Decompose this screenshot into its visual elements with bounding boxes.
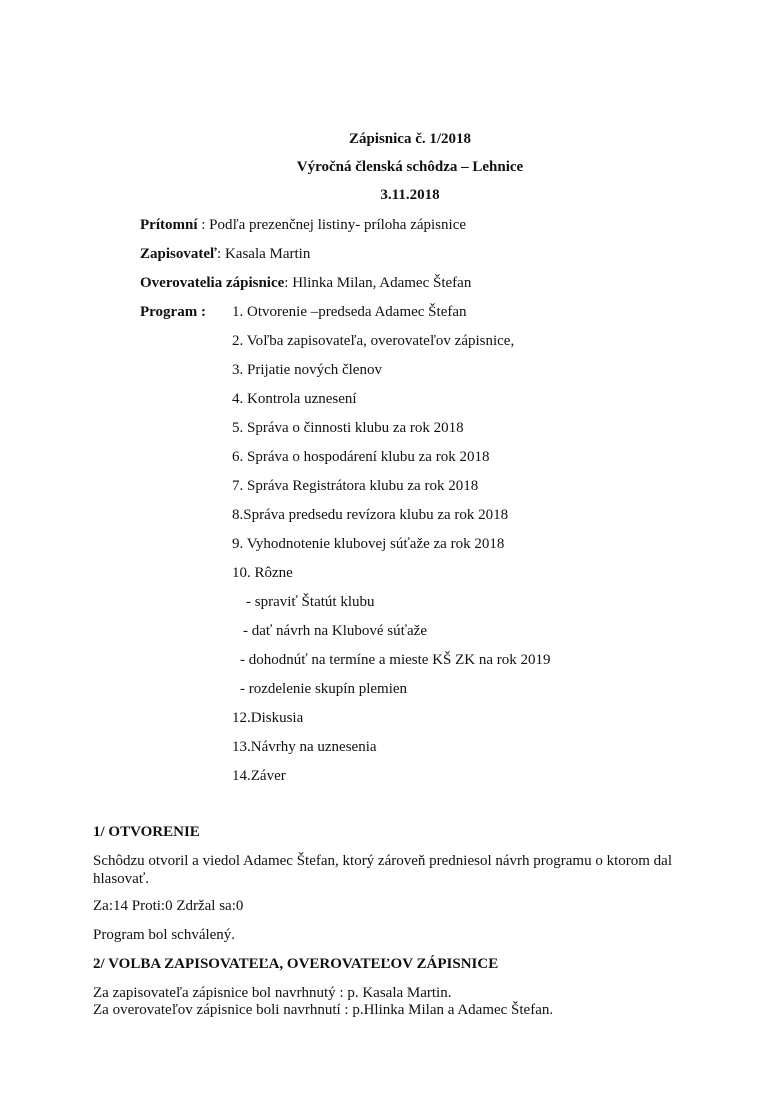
document-subtitle: Výročná členská schôdza – Lehnice [296, 159, 524, 175]
section2-heading: 2/ VOLBA ZAPISOVATEĽA, OVEROVATEĽOV ZÁPISNICE [93, 956, 499, 972]
program-subitem: - rozdelenie skupín plemien [240, 681, 408, 697]
recorder-line [140, 245, 310, 263]
program-label: Program : [140, 304, 206, 320]
verifiers-value: : Hlinka Milan, Adamec Štefan [284, 275, 472, 291]
program-item: 14.Záver [232, 768, 286, 784]
program-item: 6. Správa o hospodárení klubu za rok 2018 [232, 449, 490, 465]
recorder-value: : Kasala Martin [217, 246, 311, 262]
program-item: 4. Kontrola uznesení [232, 391, 357, 407]
recorder-label: Zapisovateľ [140, 246, 218, 262]
document-title: Zápisnica č. 1/2018 [348, 131, 472, 147]
program-item: 1. Otvorenie –predseda Adamec Štefan [232, 304, 467, 320]
verifiers-line [140, 274, 471, 292]
section1-vote: Za:14 Proti:0 Zdržal sa:0 [93, 898, 244, 914]
program-item: 8.Správa predsedu revízora klubu za rok 2018 [232, 507, 509, 523]
program-item: 12.Diskusia [232, 710, 304, 726]
section1-heading: 1/ OTVORENIE [93, 824, 200, 840]
program-item: 9. Vyhodnotenie klubovej súťaže za rok 2018 [232, 536, 505, 552]
section1-result: Program bol schválený. [93, 927, 236, 943]
program-subitem: - dať návrh na Klubové súťaže [243, 623, 427, 639]
program-item: 3. Prijatie nových členov [232, 362, 382, 378]
present-label: Prítomní [140, 217, 198, 233]
program-item: 5. Správa o činnosti klubu za rok 2018 [232, 420, 464, 436]
program-subitem: - dohodnúť na termíne a mieste KŠ ZK na rok 2019 [240, 652, 551, 668]
verifiers-label: Overovatelia zápisnice [140, 275, 285, 291]
program-item: 2. Voľba zapisovateľa, overovateľov zápisnice, [232, 333, 515, 349]
section2-line1: Za zapisovateľa zápisnice bol navrhnutý : p. Kasala Martin. [93, 985, 452, 1001]
section2-line2: Za overovateľov zápisnice boli navrhnutí : p.Hlinka Milan a Adamec Štefan. [93, 1002, 554, 1018]
program-item: 13.Návrhy na uznesenia [232, 739, 377, 755]
present-line [140, 216, 466, 234]
document-date: 3.11.2018 [380, 187, 440, 203]
section1-text: Schôdzu otvoril a viedol Adamec Štefan, ktorý zároveň predniesol návrh programu o ktorom dal hlasovať. [93, 853, 673, 887]
program-subitem: - spraviť Štatút klubu [246, 594, 375, 610]
present-value: : Podľa prezenčnej listiny- príloha zápisnice [197, 217, 467, 233]
program-item: 7. Správa Registrátora klubu za rok 2018 [232, 478, 479, 494]
program-item: 10. Rôzne [232, 565, 293, 581]
